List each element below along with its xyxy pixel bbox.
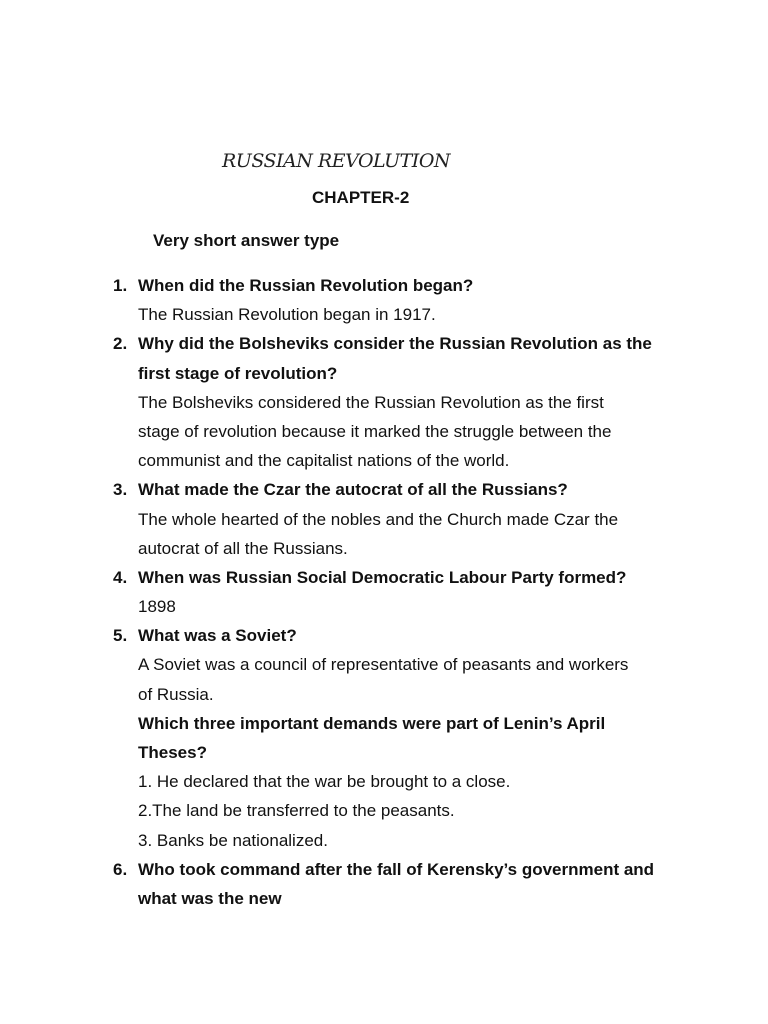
question-number: 3. <box>113 480 128 500</box>
question-answer-list <box>113 271 713 913</box>
question-text: what was the new <box>138 888 282 908</box>
chapter-heading: CHAPTER-2 <box>312 188 410 207</box>
answer-line: 3. Banks be nationalized. <box>138 830 328 850</box>
question-line <box>113 621 713 650</box>
question-number: 5. <box>113 626 128 646</box>
document-title: RUSSIAN REVOLUTION <box>222 150 451 172</box>
question-line <box>113 359 713 388</box>
question-line <box>113 855 713 884</box>
question-line <box>113 271 713 300</box>
question-text: What was a Soviet? <box>138 626 297 646</box>
answer-line: 2.The land be transferred to the peasants. <box>138 801 455 821</box>
question-text: When did the Russian Revolution began? <box>138 276 474 295</box>
question-number: 4. <box>113 567 128 587</box>
question-line <box>113 475 713 504</box>
question-number: 6. <box>113 859 128 879</box>
question-text: When was Russian Social Democratic Labour Party formed? <box>138 567 627 587</box>
answer-line: stage of revolution because it marked the struggle between the <box>138 421 612 441</box>
question-text: Why did the Bolsheviks consider the Russian Revolution as the <box>138 334 652 354</box>
question-line <box>113 738 713 767</box>
question-text: What made the Czar the autocrat of all the Russians? <box>138 480 568 500</box>
question-text: first stage of revolution? <box>138 363 338 383</box>
question-line <box>113 884 713 913</box>
question-line <box>113 563 713 592</box>
answer-line: The Bolsheviks considered the Russian Revolution as the first <box>138 392 604 412</box>
question-text: Who took command after the fall of Kerensky’s government and <box>138 859 655 879</box>
question-number: 1. <box>113 276 128 295</box>
question-number: 2. <box>113 334 128 354</box>
answer-line: A Soviet was a council of representative of peasants and workers <box>138 655 629 675</box>
question-line <box>113 329 713 358</box>
answer-line: autocrat of all the Russians. <box>138 538 348 558</box>
question-line <box>113 709 713 738</box>
question-text: Which three important demands were part of Lenin’s April <box>138 713 606 733</box>
answer-line: communist and the capitalist nations of the world. <box>138 451 510 471</box>
answer-line: 1898 <box>138 597 176 617</box>
answer-line: 1. He declared that the war be brought to a close. <box>138 772 511 792</box>
question-text: Theses? <box>138 743 207 762</box>
section-heading: Very short answer type <box>153 231 340 250</box>
answer-line: The Russian Revolution began in 1917. <box>138 305 436 325</box>
answer-line: of Russia. <box>138 684 214 704</box>
answer-line: The whole hearted of the nobles and the Church made Czar the <box>138 509 619 529</box>
